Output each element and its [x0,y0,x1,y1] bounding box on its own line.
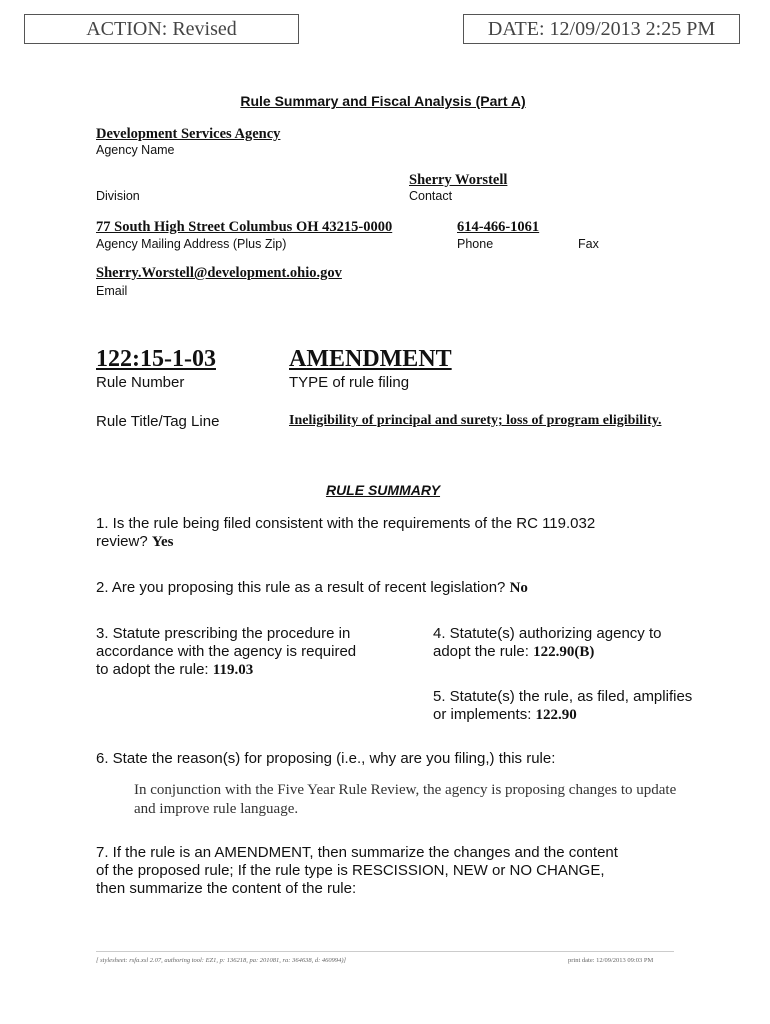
question-5-answer: 122.90 [535,707,577,723]
rule-title-label: Rule Title/Tag Line [96,413,220,430]
page-title: Rule Summary and Fiscal Analysis (Part A) [240,93,526,109]
action-label: ACTION: Revised [86,17,237,40]
footer-divider [96,951,674,952]
phone-value: 614-466-1061 [457,219,540,235]
question-3-line-2: accordance with the agency is required [96,643,357,660]
email-label: Email [96,284,128,298]
question-7 [96,844,618,898]
agency-name-value: Development Services Agency [96,126,281,142]
question-3-answer: 119.03 [212,662,254,678]
question-7-line-2: of the proposed rule; If the rule type is RESCISSION, NEW or NO CHANGE, [96,862,605,879]
phone-label: Phone [457,237,494,251]
question-5-line-2 [433,706,692,724]
footer-print-date: print date: 12/09/2013 09:03 PM [568,957,654,964]
question-4-line-2-text: adopt the rule: [433,643,529,660]
rule-number-label: Rule Number [96,374,185,391]
question-3-line-1: 3. Statute prescribing the procedure in [96,625,351,642]
footer-metadata: [ stylesheet: rsfa.xsl 2.07, authoring tool: EZ1, p: 136218, pa: 201081, ra: 364638, d: 460994)] [96,957,347,964]
question-1-line-2-text: review? [96,533,148,550]
email-value: Sherry.Worstell@development.ohio.gov [96,265,342,281]
contact-value: Sherry Worstell [409,172,508,188]
division-label: Division [96,189,140,203]
question-1-answer: Yes [151,534,174,550]
address-label: Agency Mailing Address (Plus Zip) [96,237,287,251]
question-7-line-1: 7. If the rule is an AMENDMENT, then summarize the changes and the content [96,844,618,861]
question-6: 6. State the reason(s) for proposing (i.e., why are you filing,) this rule: [96,750,556,767]
question-3-line-3-text: to adopt the rule: [96,661,209,678]
fax-label: Fax [578,237,599,251]
question-2-answer: No [509,580,528,596]
rule-type: AMENDMENT [289,346,452,372]
rule-type-label: TYPE of rule filing [289,374,410,391]
question-2-text: 2. Are you proposing this rule as a result of recent legislation? [96,579,506,596]
question-6-answer: In conjunction with the Five Year Rule Review, the agency is proposing changes to update and improve rule language. [134,782,677,817]
question-5-line-1: 5. Statute(s) the rule, as filed, amplifies [433,688,693,705]
question-4-line-1: 4. Statute(s) authorizing agency to [433,625,662,642]
question-4-line-2 [433,643,661,661]
question-3-line-3 [96,661,356,679]
question-5 [433,688,692,724]
question-1-line-2 [96,533,595,551]
question-3 [96,625,356,679]
question-4-answer: 122.90(B) [533,644,595,660]
contact-label: Contact [409,189,453,203]
question-1 [96,515,595,551]
question-5-line-2-text: or implements: [433,706,532,723]
question-7-line-3: then summarize the content of the rule: [96,880,357,897]
date-box [463,14,740,44]
question-2 [96,579,528,597]
rule-summary-heading: RULE SUMMARY [325,482,441,498]
address-value: 77 South High Street Columbus OH 43215-0000 [96,219,393,235]
rule-number: 122:15-1-03 [96,346,216,372]
date-label: DATE: 12/09/2013 2:25 PM [487,17,716,40]
question-4 [433,625,661,661]
rule-title-value: Ineligibility of principal and surety; loss of program eligibility. [289,413,662,428]
agency-name-label: Agency Name [96,143,175,157]
question-1-line-1: 1. Is the rule being filed consistent with the requirements of the RC 119.032 [96,515,596,532]
action-box [24,14,299,44]
